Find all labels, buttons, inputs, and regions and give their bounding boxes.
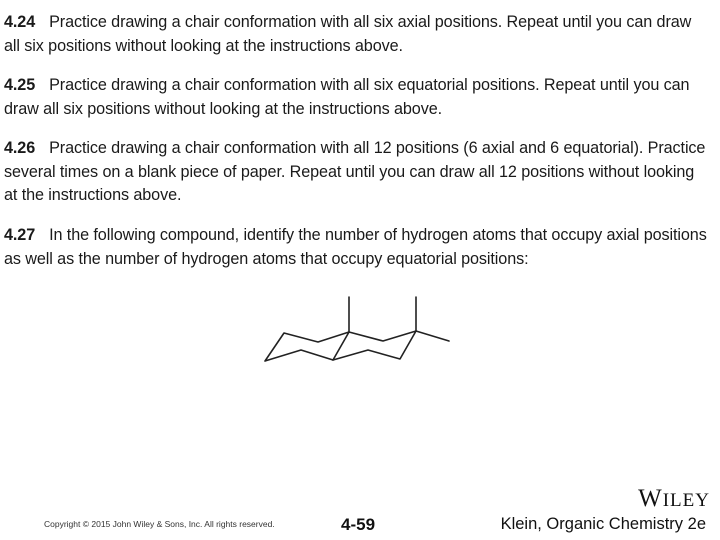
problem-number: 4.26 [4,139,36,157]
problem-number: 4.25 [4,76,36,94]
problem-text: Practice drawing a chair conformation with all six equatorial positions. Repeat until you can draw all six positions without looking at the instructions above. [4,76,690,118]
problem-number: 4.27 [4,226,36,244]
copyright-notice: Copyright © 2015 John Wiley & Sons, Inc. All rights reserved. [44,519,275,529]
problem-text: Practice drawing a chair conformation with all six axial positions. Repeat until you can draw all six positions without looking at the instructions above. [4,13,692,55]
book-title: Klein, Organic Chemistry 2e [500,515,706,533]
methyl-bond-equatorial [416,331,449,341]
right-ring-bond [333,331,416,360]
problem-number: 4.24 [4,13,36,31]
problem-text: In the following compound, identify the number of hydrogen atoms that occupy axial positions as well as the number of hydrogen atoms that occupy equatorial positions: [4,226,707,268]
wiley-logo: WILEY [638,485,710,512]
left-ring-bond [265,332,349,361]
problem-text: Practice drawing a chair conformation with all 12 positions (6 axial and 6 equatorial). Practice several times on a blank piece of paper. Repeat until you can draw all 12 positions without looking at the instructions above. [4,139,706,204]
slide-number: 4-59 [341,515,376,534]
